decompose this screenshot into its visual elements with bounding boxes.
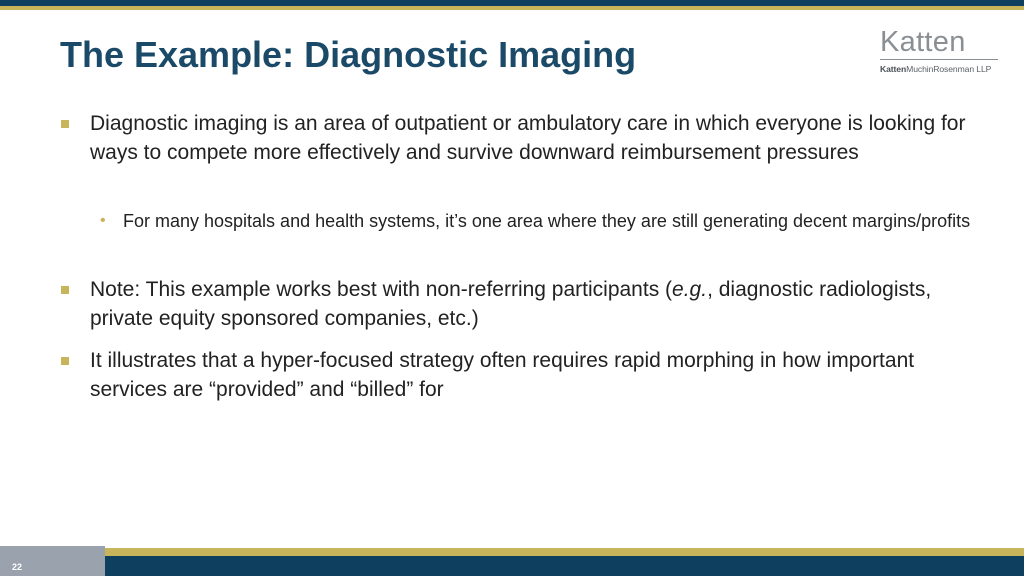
page-number-box [0,546,105,576]
bullet-item: Diagnostic imaging is an area of outpatient or ambulatory care in which everyone is looking for ways to compete more effectively and survive downward reimbursement pressures [90,112,966,164]
bullet-item: It illustrates that a hyper-focused strategy often requires rapid morphing in how important services are “provided” and “billed” for [90,349,915,401]
bottom-gold-bar [0,548,1024,556]
bullet-text-italic: e.g. [672,278,708,301]
square-bullet-icon [61,357,69,365]
page-number: 22 [12,562,23,572]
logo-sub-rest: MuchinRosenman LLP [906,64,992,74]
slide-title: The Example: Diagnostic Imaging [60,34,637,75]
square-bullet-icon [61,120,69,128]
logo-name: Katten [880,26,966,58]
bullet-item [90,276,980,333]
sub-bullet-item: For many hospitals and health systems, it’s one area where they are still generating decent margins/profits [123,211,971,231]
logo-sub-bold: Katten [880,64,907,74]
square-bullet-icon [61,286,69,294]
bottom-navy-bar [105,556,1024,576]
bullet-text-after: , diagnostic radiologists, private equity sponsored companies, etc.) [90,278,932,330]
bullet-text-before: Note: This example works best with non-referring participants ( [90,278,673,301]
dot-bullet-icon: • [100,212,106,229]
